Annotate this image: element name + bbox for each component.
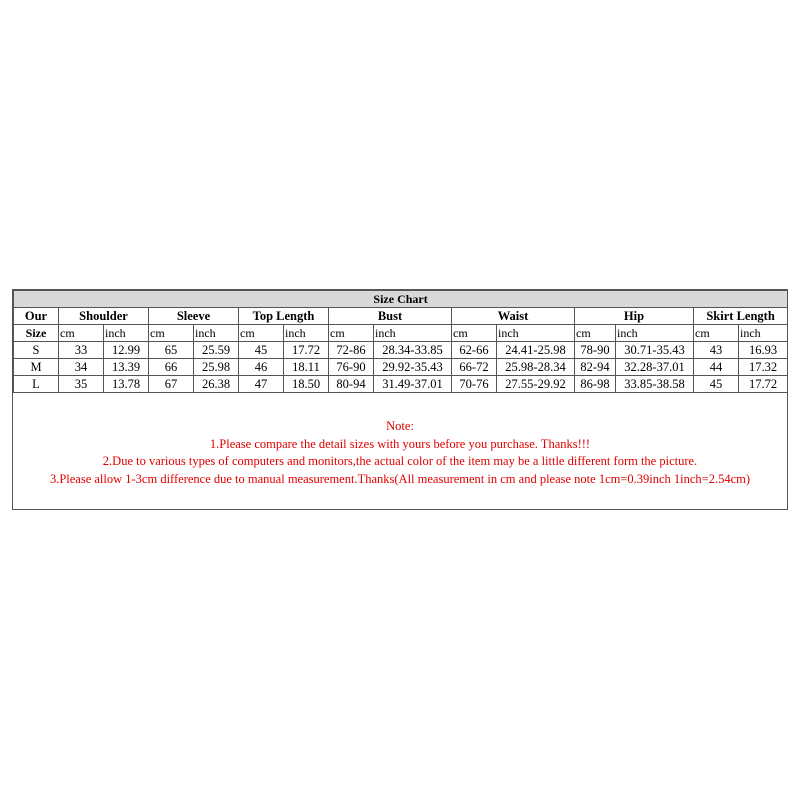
unit-cm-label: cm	[452, 325, 497, 342]
table-row	[14, 342, 788, 359]
unit-inch-label: inch	[194, 325, 239, 342]
table-cell: 17.72	[284, 342, 329, 359]
table-cell: 18.11	[284, 359, 329, 376]
table-cell: 17.32	[739, 359, 788, 376]
unit-inch-label: inch	[739, 325, 788, 342]
table-cell: 26.38	[194, 376, 239, 393]
table-cell: 16.93	[739, 342, 788, 359]
table-cell: 43	[694, 342, 739, 359]
size-cell: S	[14, 342, 59, 359]
unit-cm-label: cm	[694, 325, 739, 342]
size-table	[13, 290, 788, 393]
size-chart	[12, 289, 788, 510]
table-cell: 24.41-25.98	[497, 342, 575, 359]
table-cell: 25.59	[194, 342, 239, 359]
table-cell: 12.99	[104, 342, 149, 359]
note-line-3: 3.Please allow 1-3cm difference due to manual measurement.Thanks(All measurement in cm and please note 1cm=0.39inch 1inch=2.54cm)	[49, 471, 751, 486]
unit-cm-label: cm	[59, 325, 104, 342]
note-line-1: 1.Please compare the detail sizes with yours before you purchase. Thanks!!!	[209, 436, 591, 451]
unit-inch-label: inch	[104, 325, 149, 342]
table-cell: 33	[59, 342, 104, 359]
table-cell: 76-90	[329, 359, 374, 376]
table-cell: 66-72	[452, 359, 497, 376]
table-cell: 31.49-37.01	[374, 376, 452, 393]
table-cell: 13.78	[104, 376, 149, 393]
table-cell: 72-86	[329, 342, 374, 359]
table-cell: 45	[694, 376, 739, 393]
column-group-header: Waist	[452, 308, 575, 325]
column-group-header: Shoulder	[59, 308, 149, 325]
unit-inch-label: inch	[616, 325, 694, 342]
table-cell: 33.85-38.58	[616, 376, 694, 393]
table-cell: 34	[59, 359, 104, 376]
table-cell: 62-66	[452, 342, 497, 359]
table-cell: 47	[239, 376, 284, 393]
table-cell: 70-76	[452, 376, 497, 393]
table-cell: 65	[149, 342, 194, 359]
table-cell: 18.50	[284, 376, 329, 393]
size-cell: M	[14, 359, 59, 376]
table-cell: 27.55-29.92	[497, 376, 575, 393]
column-group-header: Bust	[329, 308, 452, 325]
table-cell: 13.39	[104, 359, 149, 376]
unit-inch-label: inch	[497, 325, 575, 342]
table-cell: 86-98	[575, 376, 616, 393]
notes-block	[13, 418, 787, 488]
column-group-header: Top Length	[239, 308, 329, 325]
table-cell: 44	[694, 359, 739, 376]
table-cell: 67	[149, 376, 194, 393]
size-header-bottom: Size	[14, 325, 59, 342]
column-group-header: Hip	[575, 308, 694, 325]
note-heading: Note:	[386, 419, 414, 433]
note-line-2: 2.Due to various types of computers and monitors,the actual color of the item may be a little different form the picture.	[102, 454, 698, 468]
size-cell: L	[14, 376, 59, 393]
unit-cm-label: cm	[329, 325, 374, 342]
table-cell: 29.92-35.43	[374, 359, 452, 376]
table-cell: 25.98	[194, 359, 239, 376]
column-group-header: Skirt Length	[694, 308, 788, 325]
table-row	[14, 376, 788, 393]
unit-cm-label: cm	[149, 325, 194, 342]
table-cell: 25.98-28.34	[497, 359, 575, 376]
table-cell: 46	[239, 359, 284, 376]
table-cell: 82-94	[575, 359, 616, 376]
table-cell: 45	[239, 342, 284, 359]
unit-cm-label: cm	[575, 325, 616, 342]
table-cell: 66	[149, 359, 194, 376]
table-cell: 30.71-35.43	[616, 342, 694, 359]
unit-cm-label: cm	[239, 325, 284, 342]
table-cell: 80-94	[329, 376, 374, 393]
table-cell: 78-90	[575, 342, 616, 359]
column-group-header: Sleeve	[149, 308, 239, 325]
chart-title: Size Chart	[14, 291, 788, 308]
table-cell: 28.34-33.85	[374, 342, 452, 359]
table-cell: 32.28-37.01	[616, 359, 694, 376]
unit-inch-label: inch	[284, 325, 329, 342]
size-header-top: Our	[14, 308, 59, 325]
table-row	[14, 359, 788, 376]
table-cell: 17.72	[739, 376, 788, 393]
table-cell: 35	[59, 376, 104, 393]
unit-inch-label: inch	[374, 325, 452, 342]
